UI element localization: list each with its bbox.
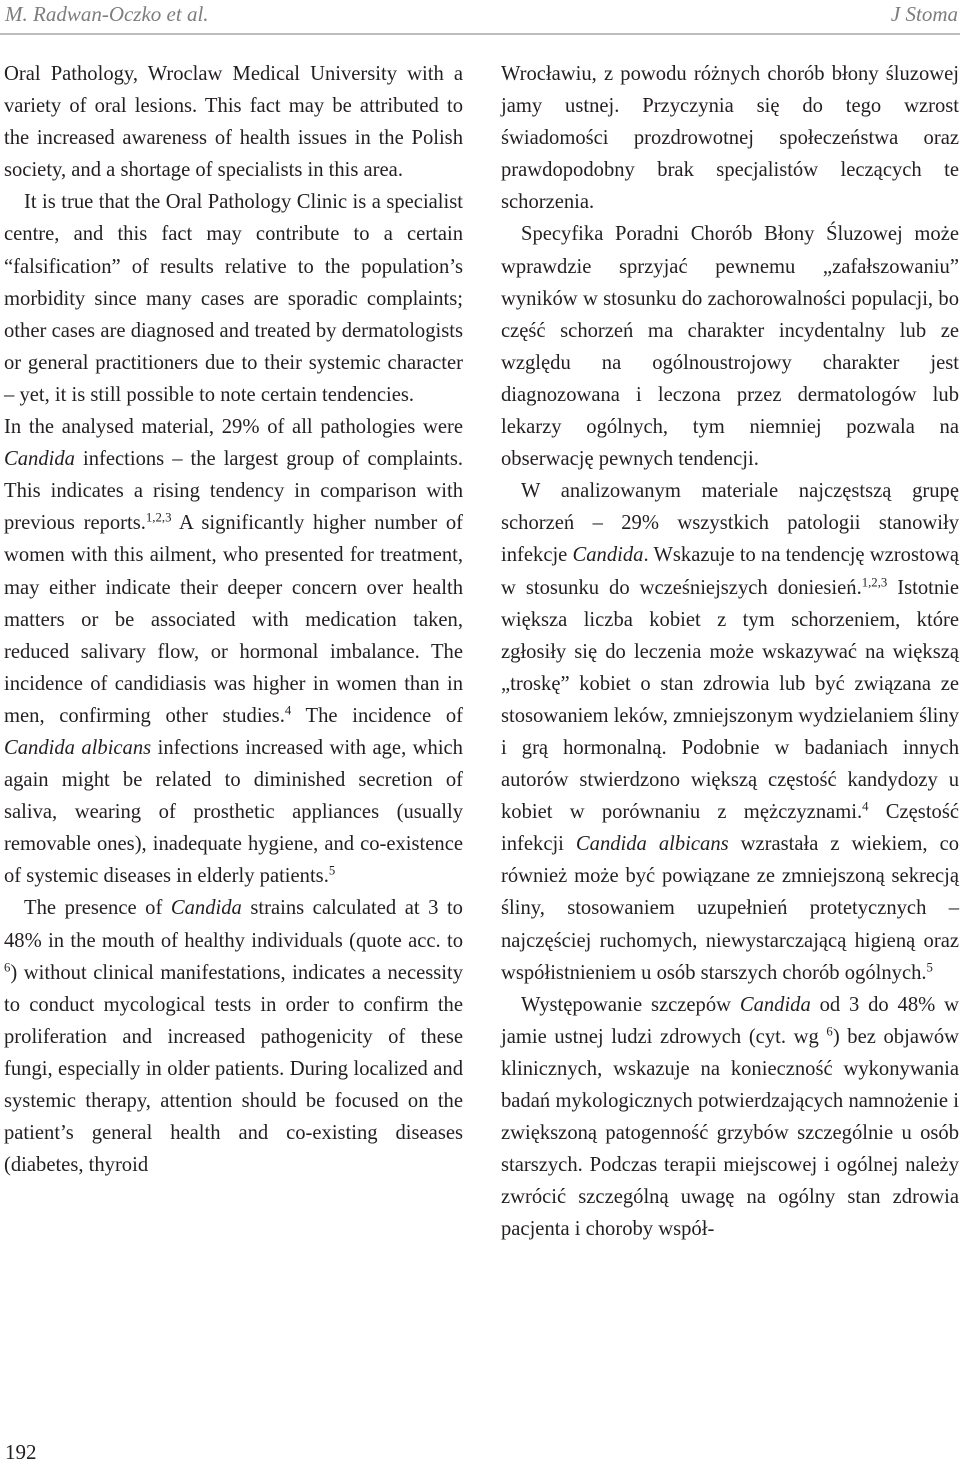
citation-ref: 6	[4, 959, 11, 974]
page-number: 192	[5, 1440, 37, 1464]
citation-ref: 1,2,3	[145, 510, 172, 525]
en-paragraph-2: It is true that the Oral Pathology Clinic is a specialist centre, and this fact may contribute to a certain “falsification” of results relative to the population’s morbidity since many cases are sporadic complaints; other cases are diagnosed and treated by dermatologists or general practitioners due to their systemic character – yet, it is still possible to note certain tendencies.	[4, 191, 463, 406]
pl-paragraph-4: Występowanie szczepów Candida od 3 do 48% w jamie ustnej ludzi zdrowych (cyt. wg $^6$) bez objawów klinicznych, wskazuje na konieczność wykonywania badań mykologicznych potwierdzających namnożenie i zwiększoną patogenność grzybów szczególnie u osób starszych. Podczas terapii miejscowej i ogólnej należy zwrócić szczególną uwagę na ogólny stan zdrowia pacjenta i choroby współ-	[501, 993, 959, 1241]
running-header-authors: M. Radwan-Oczko et al.	[5, 2, 209, 26]
pl-paragraph-1: Wrocławiu, z powodu różnych chorób błony śluzowej jamy ustnej. Przyczynia się do tego wzrost świadomości prozdrowotnej społeczeństwa oraz prawdopodobny brak specjalistów leczących te schorzenia.	[501, 63, 959, 214]
citation-ref: 4	[284, 703, 292, 718]
pl-paragraph-2: Specyfika Poradni Chorób Błony Śluzowej może wprawdzie sprzyjać pewnemu „zafałszowaniu” wyników w stosunku do zachorowalności populacji, bo część schorzeń ma charakter incydentalny lub ze względu na ogólnoustrojowy charakter jest diagnozowana i leczona przez dermatologów lub lekarzy ogólnych, tym niemniej pozwala na obserwację pewnych tendencji.	[501, 223, 959, 471]
citation-ref: 1,2,3	[861, 574, 888, 589]
citation-ref: 6	[826, 1024, 833, 1039]
en-paragraph-1: Oral Pathology, Wroclaw Medical University with a variety of oral lesions. This fact may be attributed to the increased awareness of health issues in the Polish society, and a shortage of specialists in this area.	[4, 63, 463, 182]
english-column	[4, 58, 463, 1181]
citation-ref: 4	[862, 799, 869, 814]
en-paragraph-3: In the analysed material, 29% of all pathologies were Candida infections – the largest group of complaints. This indicates a rising tendency in comparison with previous reports.$^{1,2,3}$ A significantly higher number of women with this ailment, who presented for treatment, may either indicate their deeper concern over health matters or be associated with medication taken, reduced salivary flow, or hormonal imbalance. The incidence of candidiasis was higher in women than in men, confirming other studies.$^4$ The incidence of Candida albicans infections increased with age, which again might be related to diminished secretion of saliva, wearing of prosthetic appliances (usually removable ones), inadequate hygiene, and co-existence of systemic diseases in elderly patients.$^5$	[4, 416, 463, 888]
en-paragraph-4: The presence of Candida strains calculated at 3 to 48% in the mouth of healthy individuals (quote acc. to $^6$) without clinical manifestations, indicates a necessity to conduct mycological tests in order to confirm the proliferation and increased pathogenicity of these fungi, especially in older patients. During localized and systemic therapy, attention should be focused on the patient’s general health and co-existing diseases (diabetes, thyroid	[4, 897, 463, 1177]
citation-ref: 5	[926, 959, 933, 974]
running-header-journal: J Stoma	[890, 2, 958, 26]
header-rule	[0, 33, 960, 35]
pl-paragraph-3: W analizowanym materiale najczęstszą grupę schorzeń – 29% wszystkich patologii stanowiły infekcje Candida. Wskazuje to na tendencję wzrostową w stosunku do wcześniejszych doniesień.$^{1,2,3}$ Istotnie większa liczba kobiet z tym schorzeniem, które zgłosiły się do leczenia może wskazywać na większą „troskę” kobiet o stan zdrowia lub być związana ze stosowaniem leków, zmniejszonym wydzielaniem śliny i grą hormonalną. Podobnie w badaniach innych autorów stwierdzono większą częstość kandydozy u kobiet w porównaniu z mężczyznami.$^4$ Częstość infekcji Candida albicans wzrastała z wiekiem, co również może być powiązane ze zmniejszoną sekrecją śliny, stosowaniem uzupełnień protetycznych – najczęściej ruchomych, niewystarczającą higieną oraz współistnieniem u osób starszych chorób ogólnych.$^5$	[501, 480, 960, 984]
citation-ref: 5	[328, 863, 336, 878]
polish-column	[501, 58, 959, 1245]
